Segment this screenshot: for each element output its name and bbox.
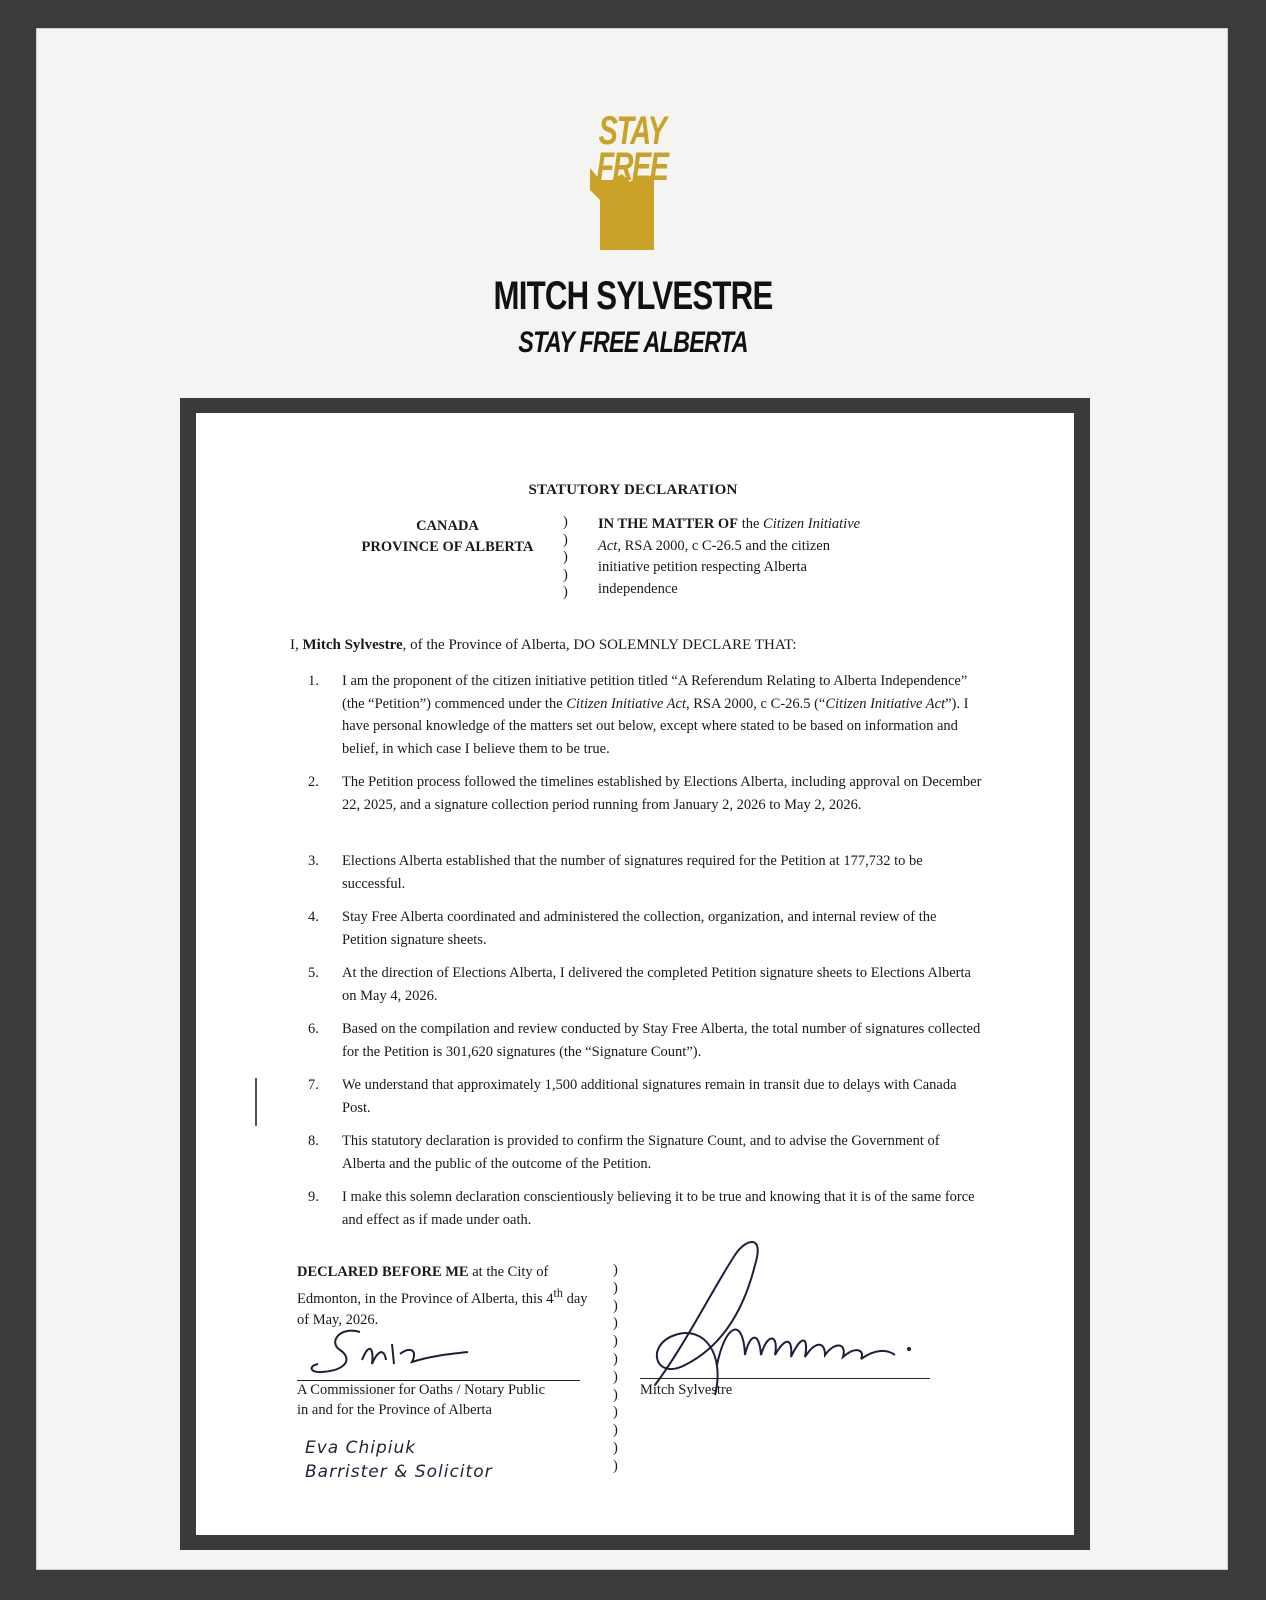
list-item <box>305 771 985 839</box>
item-text: Elections Alberta established that the number of signatures required for the Petition at 177,732 to be successful. <box>342 853 923 892</box>
handwritten-commissioner-name <box>305 1436 565 1484</box>
item-text: Stay Free Alberta coordinated and administered the collection, organization, and internal review of the Petition signature sheets. <box>342 909 937 948</box>
commissioner-title: A Commissioner for Oaths / Notary Public <box>297 1382 546 1398</box>
intro-rest: , of the Province of Alberta, DO SOLEMNLY DECLARE THAT: <box>402 637 797 653</box>
matter-rest: , RSA 2000, c C-26.5 and the citizen initiative petition respecting Alberta independence <box>598 537 830 597</box>
brand-name: MITCH SYLVESTRE <box>493 274 773 318</box>
item-number: 9. <box>308 1189 319 1205</box>
item-text: This statutory declaration is provided to confirm the Signature Count, and to advise the Government of Alberta and the public of the outcome of the Petition. <box>342 1133 940 1172</box>
commissioner-signature <box>300 1320 480 1380</box>
item-text: Based on the compilation and review conducted by Stay Free Alberta, the total number of signatures collected for the Petition is 301,620 signatures (the “Signature Count”). <box>342 1021 981 1060</box>
declarant-signature-line <box>640 1378 930 1379</box>
matter-act: Citizen Initiative Act <box>598 516 861 554</box>
item-text: The Petition process followed the timelines established by Elections Alberta, including approval on December 22, 2025, and a signature collection period running from January 2, 2026 to May 2, 2026. <box>342 774 982 813</box>
declaration-intro <box>290 637 990 654</box>
item-text-italic: Citizen Initiative Act <box>566 695 687 712</box>
declared-day-suffix: th <box>553 1286 563 1300</box>
list-item <box>305 962 985 1007</box>
margin-mark <box>255 1078 257 1126</box>
matter-the: the <box>738 516 764 532</box>
commissioner-caption <box>297 1380 597 1420</box>
handwritten-name: Eva Chipiuk <box>305 1438 417 1458</box>
declaration-items <box>305 670 985 1242</box>
list-item <box>305 1074 985 1119</box>
declared-text: at the City of Edmonton, in the Province of Alberta, this <box>297 1264 549 1307</box>
stay-free-logo <box>582 110 682 260</box>
item-number: 4. <box>308 909 319 925</box>
item-text: , RSA 2000, c C-26.5 (“ <box>686 695 826 712</box>
brand-subtitle: STAY FREE ALBERTA <box>518 326 748 359</box>
declarant-name: Mitch Sylvestre <box>302 637 403 653</box>
item-number: 1. <box>308 673 319 689</box>
logo-text-free: FREE <box>596 145 668 189</box>
declared-day: 4 <box>546 1290 554 1307</box>
jurisdiction-block <box>340 516 555 558</box>
item-number: 3. <box>308 853 319 869</box>
jurisdiction-province: PROVINCE OF ALBERTA <box>361 539 534 555</box>
item-text: At the direction of Elections Alberta, I delivered the completed Petition signature sheets to Elections Alberta on May 4, 2026. <box>342 965 971 1004</box>
item-number: 2. <box>308 774 319 790</box>
intro-prefix: I, <box>290 637 303 653</box>
signature-bracket-column: ) ) ) ) ) ) ) ) ) ) ) ) <box>613 1262 618 1474</box>
list-item <box>305 1130 985 1175</box>
item-number: 5. <box>308 965 319 981</box>
list-item <box>305 670 985 760</box>
item-text-italic: Citizen Initiative Act <box>825 695 946 712</box>
document-title: STATUTORY DECLARATION <box>528 482 738 498</box>
handwritten-title: Barrister & Solicitor <box>305 1462 493 1482</box>
list-item <box>305 1018 985 1063</box>
item-text: We understand that approximately 1,500 additional signatures remain in transit due to delays with Canada Post. <box>342 1077 957 1116</box>
bracket-column: ) ) ) ) ) <box>563 514 568 600</box>
commissioner-province: in and for the Province of Alberta <box>297 1402 492 1418</box>
item-number: 8. <box>308 1133 319 1149</box>
declared-end: day of May, 2026. <box>297 1290 588 1328</box>
list-item <box>305 906 985 951</box>
item-text: I am the proponent of the citizen initiative petition titled “A Referendum Relating to Alberta Independence” (the “Petition”) commenced under the <box>342 673 968 712</box>
logo-text-stay: STAY <box>598 109 666 153</box>
declared-heading: DECLARED BEFORE ME <box>297 1264 469 1280</box>
jurisdiction-country: CANADA <box>416 518 479 534</box>
item-number: 7. <box>308 1077 319 1093</box>
item-number: 6. <box>308 1021 319 1037</box>
matter-heading: IN THE MATTER OF <box>598 516 739 532</box>
item-text: I make this solemn declaration conscientiously believing it to be true and knowing that it is of the same force and effect as if made under oath. <box>342 1189 975 1228</box>
list-item <box>305 850 985 895</box>
declarant-caption: Mitch Sylvestre <box>640 1382 733 1398</box>
item-text: ”). I have personal knowledge of the matters set out below, except where stated to be based on information and belief, in which case I believe them to be true. <box>342 695 969 757</box>
matter-block <box>598 514 878 600</box>
